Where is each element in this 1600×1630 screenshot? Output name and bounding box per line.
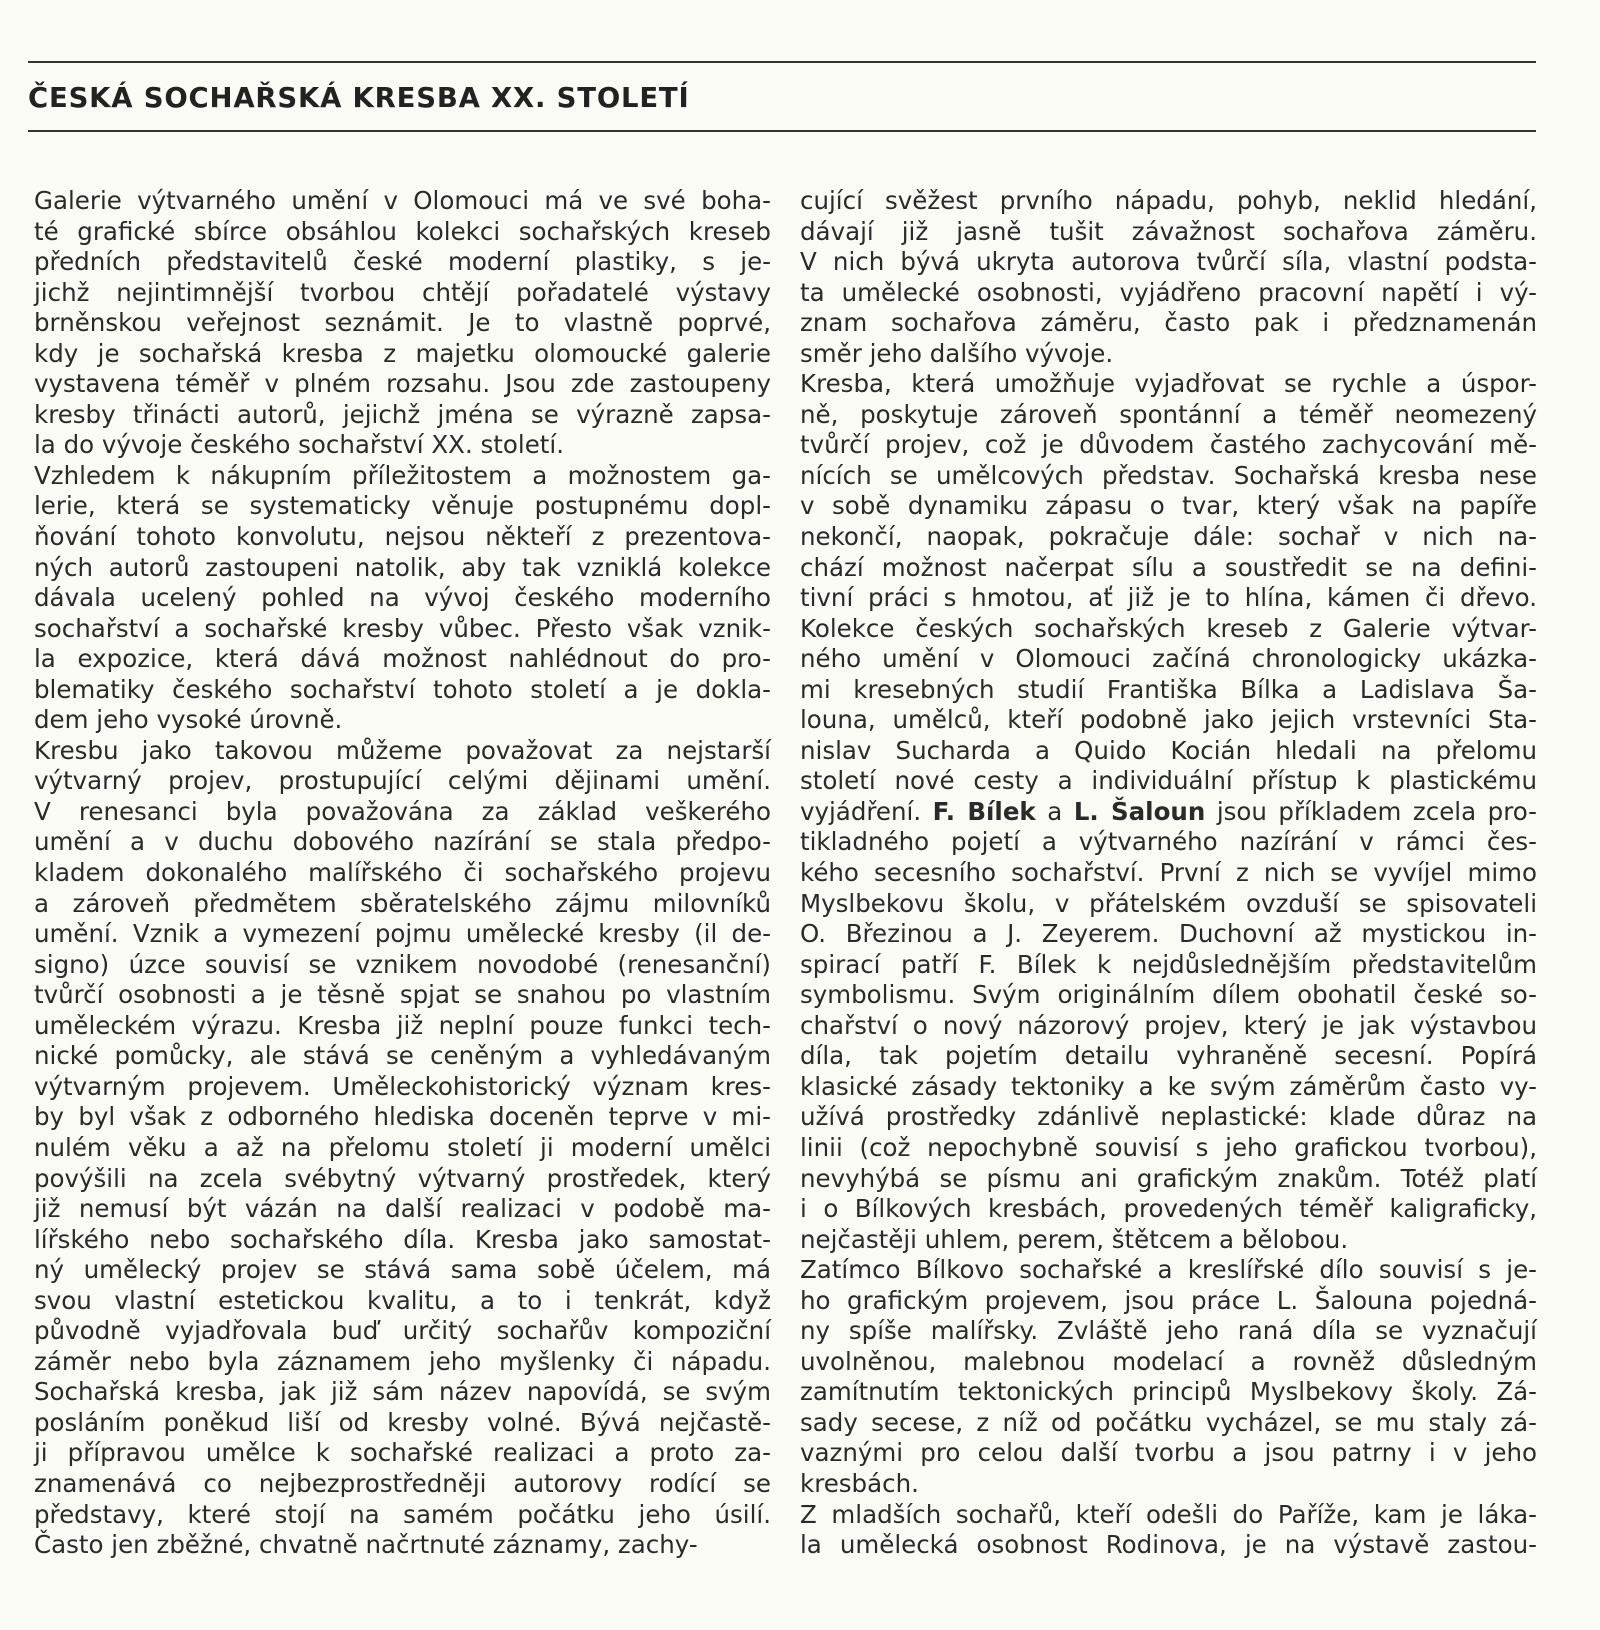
text-line: umění. Vznik a vymezení pojmu umělecké kresby (il de-: [34, 919, 771, 949]
text-line: Často jen zběžné, chvatně načrtnuté záznamy, zachy-: [34, 1530, 698, 1560]
left-column: [34, 186, 771, 1561]
text-line: sochařství a sochařské kresby vůbec. Přesto však vznik-: [34, 613, 771, 643]
text-line: sady secese, z níž od počátku vycházel, se mu staly zá-: [800, 1407, 1537, 1437]
text-line: O. Březinou a J. Zeyerem. Duchovní až mystickou in-: [800, 919, 1537, 949]
text-line: kého secesního sochařství. První z nich se vyvíjel mimo: [800, 858, 1537, 888]
text-line: výtvarný projev, prostupující celými dějinami umění.: [34, 766, 771, 796]
text-line: vystavena téměř v plném rozsahu. Jsou zde zastoupeny: [34, 369, 771, 399]
text-line: V nich bývá ukryta autorova tvůrčí síla, vlastní podsta-: [800, 247, 1537, 277]
text-line: záměr nebo byla záznamem jeho myšlenky či nápadu.: [34, 1346, 771, 1376]
text-line: Sochařská kresba, jak již sám název napovídá, se svým: [34, 1377, 771, 1407]
text-line: znamenává co nejbezprostředněji autorovy rodící se: [34, 1468, 771, 1498]
text-line: Vzhledem k nákupním příležitostem a možnostem ga-: [34, 460, 771, 490]
text-line: předních představitelů české moderní plastiky, s je-: [34, 247, 771, 277]
bottom-rule: [28, 130, 1536, 132]
text-line: povýšili na zcela svébytný výtvarný prostředek, který: [34, 1163, 771, 1193]
text-line: Kresbu jako takovou můžeme považovat za nejstarší: [34, 735, 771, 765]
text-line: ta umělecké osobnosti, vyjádřeno pracovní napětí i vý-: [800, 277, 1537, 307]
text-line: kladem dokonalého malířského či sochařského projevu: [34, 858, 771, 888]
text-line: dávají již jasně tušit závažnost sochařova záměru.: [800, 216, 1537, 246]
text-line: nislav Sucharda a Quido Kocián hledali na přelomu: [800, 735, 1537, 765]
text-line: ny spíše malířsky. Zvláště jeho raná díla se vyznačují: [800, 1316, 1537, 1346]
text-line: nevyhýbá se písmu ani grafickým znakům. Totéž platí: [800, 1163, 1537, 1193]
text-line: chařství o nový názorový projev, který je jak výstavbou: [800, 1010, 1537, 1040]
text-line: směr jeho dalšího vývoje.: [800, 338, 1114, 368]
text-line: la umělecká osobnost Rodinova, je na výstavě zastou-: [800, 1530, 1537, 1560]
text-line: původně vyjadřovala buď určitý sochařův kompoziční: [34, 1316, 771, 1346]
text-segment: vyjádření.: [800, 796, 933, 826]
text-segment: a: [1035, 796, 1074, 826]
text-line: ho grafickým projevem, jsou práce L. Šalouna pojedná-: [800, 1285, 1537, 1315]
text-line: lířského nebo sochařského díla. Kresba jako samostat-: [34, 1224, 771, 1254]
text-line: díla, tak pojetím detailu vyhraněně secesní. Popírá: [800, 1041, 1537, 1071]
bold-name: L. Šaloun: [1073, 796, 1206, 826]
text-line: té grafické sbírce obsáhlou kolekci sochařských kreseb: [34, 216, 771, 246]
text-line: ji přípravou umělce k sochařské realizaci a proto za-: [34, 1438, 771, 1468]
text-line: představy, které stojí na samém počátku jeho úsilí.: [34, 1499, 771, 1529]
text-line: uměleckém výrazu. Kresba již neplní pouze funkci tech-: [34, 1010, 771, 1040]
text-line: la expozice, která dává možnost nahlédnout do pro-: [34, 644, 771, 674]
text-line: cující svěžest prvního nápadu, pohyb, neklid hledání,: [800, 186, 1537, 215]
text-line: spirací patří F. Bílek k nejdůslednějším představitelům: [800, 949, 1537, 979]
text-line: dem jeho vysoké úrovně.: [34, 705, 343, 735]
text-line: by byl však z odborného hlediska doceněn teprve v mi-: [34, 1102, 771, 1132]
text-line: Z mladších sochařů, kteří odešli do Paříže, kam je láka-: [800, 1499, 1537, 1529]
text-line: nících se umělcových představ. Sochařská kresba nese: [800, 460, 1537, 490]
text-line: tikladného pojetí a výtvarného nazírání v rámci čes-: [800, 827, 1537, 857]
text-line: linii (což nepochybně souvisí s jeho grafickou tvorbou),: [800, 1132, 1537, 1162]
text-line: kdy je sochařská kresba z majetku olomoucké galerie: [34, 338, 771, 368]
text-line: brněnskou veřejnost seznámit. Je to vlastně poprvé,: [34, 308, 771, 338]
text-line: Zatímco Bílkovo sochařské a kreslířské dílo souvisí s je-: [800, 1255, 1537, 1285]
text-line: ného umění v Olomouci začíná chronologicky ukázka-: [800, 644, 1537, 674]
text-line: ňování tohoto konvolutu, nejsou někteří z prezentova-: [34, 522, 771, 552]
text-line: nejčastěji uhlem, perem, štětcem a bělobou.: [800, 1224, 1349, 1254]
text-line: blematiky českého sochařství tohoto století a je dokla-: [34, 674, 771, 704]
text-line: uvolněnou, malebnou modelací a rovněž důsledným: [800, 1346, 1537, 1376]
text-line: lerie, která se systematicky věnuje postupnému dopl-: [34, 491, 771, 521]
text-line: klasické zásady tektoniky a ke svým záměrům často vy-: [800, 1071, 1537, 1101]
text-line: ně, poskytuje zároveň spontánní a téměř neomezený: [800, 399, 1537, 429]
text-line: Kolekce českých sochařských kreseb z Galerie výtvar-: [800, 613, 1537, 643]
text-line: výtvarným projevem. Uměleckohistorický význam kres-: [34, 1071, 771, 1101]
page-title: ČESKÁ SOCHAŘSKÁ KRESBA XX. STOLETÍ: [28, 82, 690, 114]
text-line: Galerie výtvarného umění v Olomouci má ve své boha-: [34, 186, 771, 215]
text-line: a zároveň předmětem sběratelského zájmu milovníků: [34, 888, 771, 918]
text-line: i o Bílkových kresbách, provedených téměř kaligraficky,: [800, 1194, 1537, 1224]
text-line: v sobě dynamiku zápasu o tvar, který však na papíře: [800, 491, 1537, 521]
text-line: zamítnutím tektonických principů Myslbekovy školy. Zá-: [800, 1377, 1537, 1407]
text-line: kresby třinácti autorů, jejichž jména se výrazně zapsa-: [34, 399, 771, 429]
text-line: [800, 797, 1537, 828]
text-line: tivní práci s hmotou, ať již je to hlína, kámen či dřevo.: [800, 583, 1537, 613]
text-line: nekončí, naopak, pokračuje dále: sochař v nich na-: [800, 522, 1537, 552]
text-line: mi kresebných studií Františka Bílka a Ladislava Ša-: [800, 674, 1537, 704]
text-line: symbolismu. Svým originálním dílem obohatil české so-: [800, 980, 1537, 1010]
text-line: století nové cesty a individuální přístup k plastickému: [800, 766, 1537, 796]
text-line: nické pomůcky, ale stává se ceněným a vyhledávaným: [34, 1041, 771, 1071]
bold-name: F. Bílek: [932, 796, 1036, 826]
text-line: posláním poněkud liší od kresby volné. Bývá nejčastě-: [34, 1407, 771, 1437]
text-line: ných autorů zastoupeni natolik, aby tak vzniklá kolekce: [34, 552, 771, 582]
text-line: vaznými pro celou další tvorbu a jsou patrny i v jeho: [800, 1438, 1537, 1468]
text-line: louna, umělců, kteří podobně jako jejich vrstevníci Sta-: [800, 705, 1537, 735]
text-line: Myslbekovu školu, v přátelském ovzduší se spisovateli: [800, 888, 1537, 918]
text-line: chází možnost načerpat sílu a soustředit se na defini-: [800, 552, 1537, 582]
text-line: užívá prostředky zdánlivě neplastické: klade důraz na: [800, 1102, 1537, 1132]
text-line: již nemusí být vázán na další realizaci v podobě ma-: [34, 1194, 771, 1224]
text-line: la do vývoje českého sochařství XX. století.: [34, 430, 564, 460]
text-line: umění a v duchu dobového nazírání se stala předpo-: [34, 827, 771, 857]
text-line: ný umělecký projev se stává sama sobě účelem, má: [34, 1255, 771, 1285]
text-line: V renesanci byla považována za základ veškerého: [34, 796, 771, 826]
text-line: kresbách.: [800, 1468, 919, 1498]
text-line: jichž nejintimnější tvorbou chtějí pořadatelé výstavy: [34, 277, 771, 307]
text-line: tvůrčí osobnosti a je těsně spjat se snahou po vlastním: [34, 980, 771, 1010]
right-column: [800, 186, 1537, 1561]
text-segment: jsou příkladem zcela pro-: [1205, 796, 1538, 826]
text-line: svou vlastní estetickou kvalitu, a to i tenkrát, když: [34, 1285, 771, 1315]
text-line: tvůrčí projev, což je důvodem častého zachycování mě-: [800, 430, 1537, 460]
text-line: nulém věku a až na přelomu století ji moderní umělci: [34, 1132, 771, 1162]
text-line: dávala ucelený pohled na vývoj českého moderního: [34, 583, 771, 613]
text-line: Kresba, která umožňuje vyjadřovat se rychle a úspor-: [800, 369, 1537, 399]
top-rule: [28, 61, 1536, 63]
text-line: znam sochařova záměru, často pak i předznamenán: [800, 308, 1537, 338]
text-line: signo) úzce souvisí se vznikem novodobé (renesanční): [34, 949, 771, 979]
